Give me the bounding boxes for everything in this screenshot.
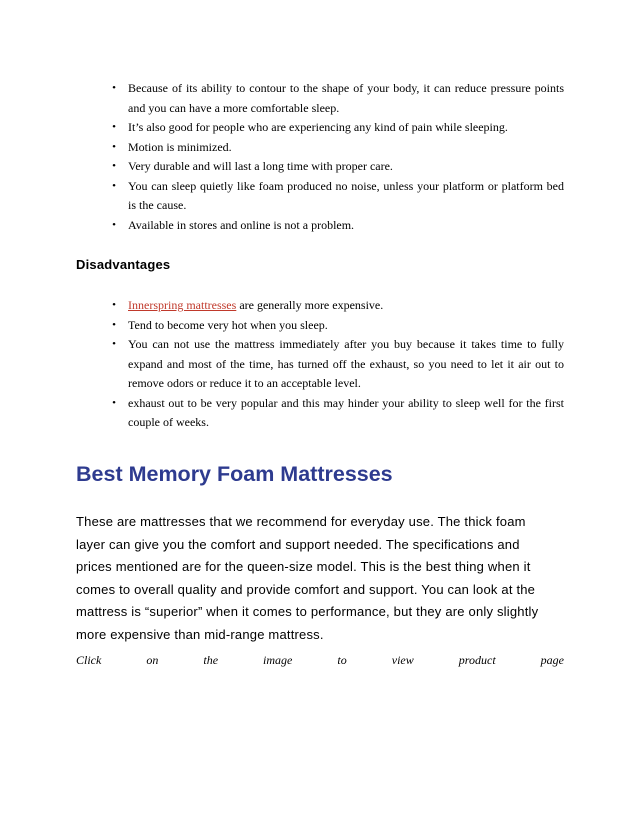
list-item: • Very durable and will last a long time with proper care. [76, 157, 564, 177]
list-item: • exhaust out to be very popular and this may hinder your ability to sleep well for the first couple of weeks. [76, 394, 564, 433]
list-item: • Available in stores and online is not a problem. [76, 216, 564, 236]
list-item: • Motion is minimized. [76, 138, 564, 158]
click-word: image [263, 653, 293, 667]
advantages-list [76, 79, 564, 235]
disadvantages-list [76, 296, 564, 433]
disadvantages-heading: Disadvantages [76, 257, 171, 272]
bullet-icon: • [112, 82, 116, 94]
click-instruction [76, 653, 564, 668]
innerspring-mattresses-link[interactable]: Innerspring mattresses [128, 298, 237, 312]
list-item: • Innerspring mattresses are generally more expensive. [76, 296, 564, 316]
click-word: on [146, 653, 159, 667]
click-word: view [391, 653, 414, 667]
bullet-icon: • [112, 299, 116, 311]
list-item: • It’s also good for people who are experiencing any kind of pain while sleeping. [76, 118, 564, 138]
bullet-icon: • [112, 338, 116, 350]
click-word: page [540, 653, 564, 667]
list-item: • You can not use the mattress immediately after you buy because it takes time to fully expand and most of the time, has turned off the exhaust, so you need to let it air out to remove odors or reduce it to an acceptable level. [76, 335, 564, 394]
click-word: product [458, 653, 496, 667]
bullet-icon: • [112, 140, 116, 153]
bullet-icon: • [112, 179, 116, 192]
bullet-icon: • [112, 396, 116, 409]
section-title: Best Memory Foam Mattresses [76, 462, 393, 486]
bullet-icon: • [112, 218, 116, 231]
bullet-icon: • [112, 121, 116, 133]
click-word: Click [76, 653, 102, 667]
bullet-icon: • [112, 160, 116, 172]
section-paragraph: These are mattresses that we recommend for everyday use. The thick foam layer can give you the comfort and support needed. The specifications and prices mentioned are for the queen-size model. This is the best thing when it comes to overall quality and provide comfort and support. You can look at the mattress is “superior” when it comes to performance, but they are only slightly more expensive than mid-range mattress. [76, 514, 539, 642]
bullet-icon: • [112, 318, 116, 331]
list-item: • Because of its ability to contour to the shape of your body, it can reduce pressure points and you can have a more comfortable sleep. [76, 79, 564, 118]
list-item: • Tend to become very hot when you sleep. [76, 316, 564, 336]
click-word: to [337, 653, 347, 667]
list-item: • You can sleep quietly like foam produced no noise, unless your platform or platform bed is the cause. [76, 177, 564, 216]
click-word: the [203, 653, 219, 667]
